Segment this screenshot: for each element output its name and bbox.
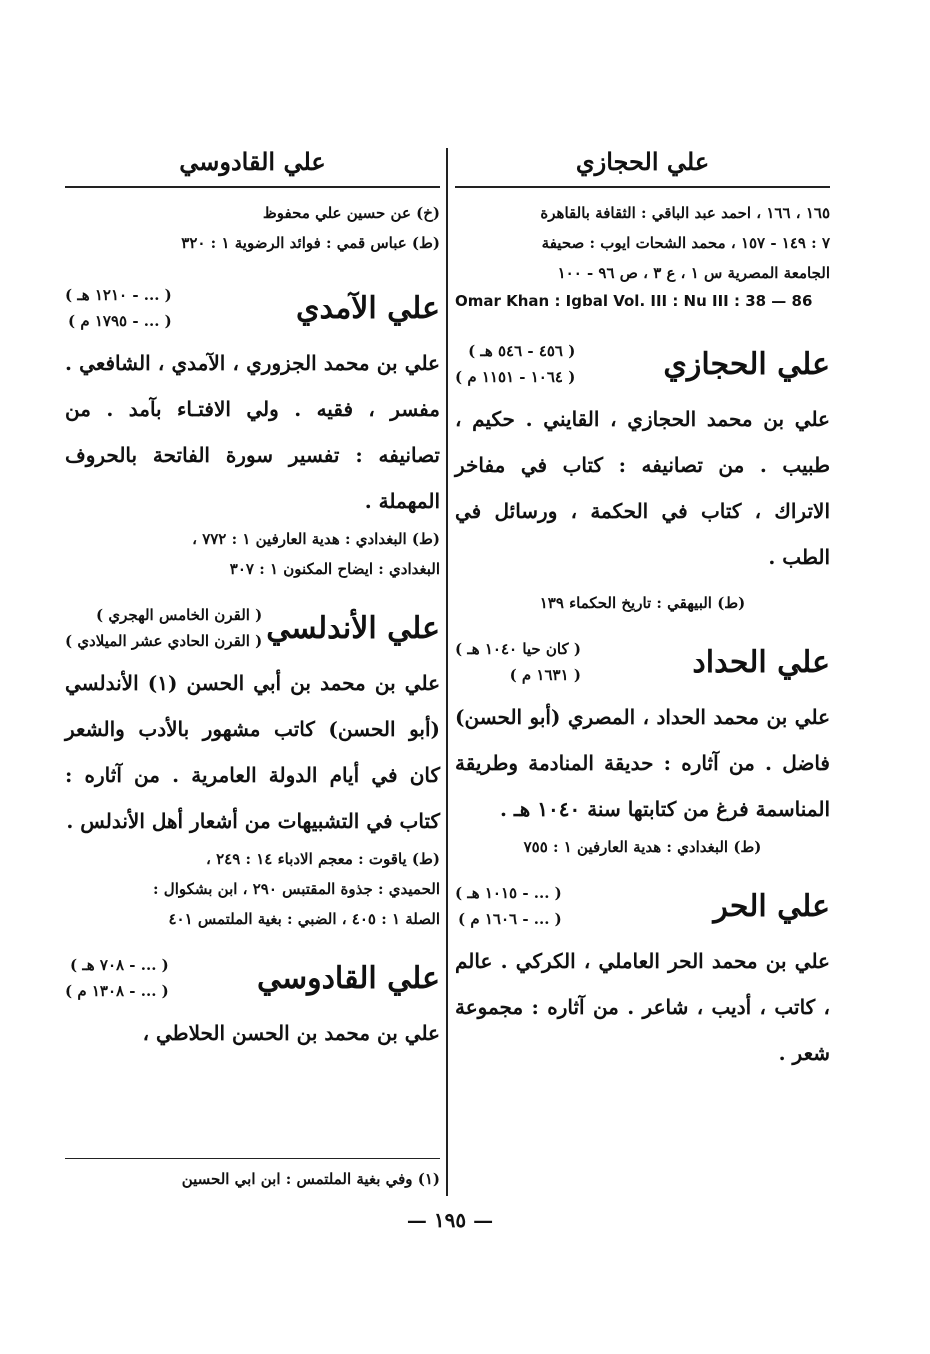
entry-heading bbox=[455, 880, 830, 932]
hijri-date: ( ٤٥٦ - ٥٤٦ هـ ) bbox=[468, 342, 576, 360]
entry-body: علي بن محمد الحجازي ، القايني . حكيم ، طبيب . من تصانيفه : كتاب في مفاخر الاتراك ، كتاب في الحكمة ، ورسائل في الطب . bbox=[455, 407, 830, 569]
reference-line: (ط) عباس قمي : فوائد الرضوية ١ : ٣٢٠ bbox=[181, 234, 440, 252]
hijri-date: ( ... - ١٢١٠ هـ ) bbox=[65, 286, 172, 304]
entry-heading bbox=[65, 282, 440, 334]
entry-dates bbox=[65, 952, 169, 1004]
reference-line: الصلة ١ : ٤٠٥ ، الضبي : بغية الملتمس ٤٠١ bbox=[168, 910, 440, 928]
reference-line: الحميدي : جذوة المقتبس ٢٩٠ ، ابن بشكوال : bbox=[153, 880, 440, 898]
footnote: (١) وفي بغية الملتمس : ابن ابي الحسين bbox=[181, 1170, 440, 1188]
reference-line: (ط) ياقوت : معجم الادباء ١٤ : ٢٤٩ ، bbox=[206, 850, 440, 868]
header-rule-right bbox=[455, 186, 830, 188]
entry-name: علي القادوسي bbox=[256, 960, 440, 996]
hijri-date: ( ... - ٧٠٨ هـ ) bbox=[70, 956, 169, 974]
header-rule-left bbox=[65, 186, 440, 188]
entry-body: علي بن محمد الحر العاملي ، الكركي . عالم ، كاتب ، أديب ، شاعر . من آثاره : مجموعة شعر . bbox=[455, 949, 830, 1065]
gregorian-date: ( ... - ١٦٠٦ م ) bbox=[458, 910, 562, 928]
entry-dates bbox=[65, 282, 172, 334]
entry-name: علي الحجازي bbox=[663, 346, 830, 382]
reference-line: البغدادي : ايضاح المكنون ١ : ٣٠٧ bbox=[229, 560, 440, 578]
page-number: — ١٩٥ — bbox=[406, 1208, 494, 1232]
hijri-date: ( القرن الخامس الهجري ) bbox=[96, 606, 263, 624]
entry-heading bbox=[65, 602, 440, 654]
entry-name: علي الأندلسي bbox=[266, 610, 440, 646]
hijri-date: ( ... - ١٠١٥ هـ ) bbox=[455, 884, 562, 902]
gregorian-date: ( ... - ١٣٠٨ م ) bbox=[65, 982, 169, 1000]
entry-name: علي الحر bbox=[713, 888, 830, 924]
reference-line: ١٦٥ ، ١٦٦ ، احمد عبد الباقي : الثقافة بالقاهرة bbox=[540, 204, 830, 222]
running-head-right: علي الحجازي bbox=[575, 147, 710, 176]
right-column bbox=[455, 140, 830, 1076]
column-divider bbox=[446, 148, 448, 1196]
reference-line: (ط) البغدادي : هدية العارفين ١ : ٧٥٥ bbox=[523, 838, 762, 856]
entry-body: علي بن محمد بن الحسن الحلاطي ، bbox=[142, 1021, 440, 1045]
entry-dates bbox=[455, 636, 581, 688]
entry-dates bbox=[455, 338, 575, 390]
entry-heading bbox=[455, 338, 830, 390]
left-column bbox=[65, 140, 440, 1056]
gregorian-date: ( ١٦٣١ م ) bbox=[509, 666, 581, 684]
entry-body: علي بن محمد بن أبي الحسن (١) الأندلسي (أبو الحسن) كاتب مشهور بالأدب والشعر كان في أيام الدولة العامرية . من آثاره : كتاب في التشبيهات من أشعار أهل الأندلس . bbox=[65, 671, 441, 833]
gregorian-date: ( ... - ١٧٩٥ م ) bbox=[68, 312, 172, 330]
entry-heading bbox=[455, 636, 830, 688]
entry-heading bbox=[65, 952, 440, 1004]
latin-reference: Omar Khan : Igbal Vol. III : Nu III : 38 — 86 bbox=[455, 292, 813, 310]
entry-body: علي بن محمد الجزوري ، الآمدي ، الشافعي . مفسر ، فقيه . ولي الافتـاء بآمد . من تصانيفه : تفسير سورة الفاتحة بالحروف المهملة . bbox=[65, 351, 440, 513]
entry-dates bbox=[65, 602, 262, 654]
reference-line: (ط) البغدادي : هدية العارفين ١ : ٧٧٢ ، bbox=[192, 530, 440, 548]
gregorian-date: ( ١٠٦٤ - ١١٥١ م ) bbox=[455, 368, 576, 386]
reference-line: (ط) البيهقي : تاريخ الحكماء ١٣٩ bbox=[539, 594, 746, 612]
entry-name: علي الحداد bbox=[692, 644, 830, 680]
entry-dates bbox=[455, 880, 562, 932]
reference-line: (خ) عن حسين علي محفوظ bbox=[262, 204, 440, 222]
footnote-rule bbox=[65, 1158, 440, 1159]
entry-body: علي بن محمد الحداد ، المصري (أبو الحسن) فاضل . من آثاره : حديقة المنادمة وطريقة المناسمة فرغ من كتابتها سنة ١٠٤٠ هـ . bbox=[455, 705, 830, 821]
reference-line: ٧ : ١٤٩ - ١٥٧ ، محمد الشحات ايوب : صحيفة bbox=[541, 234, 830, 252]
running-head-left: علي القادوسي bbox=[179, 147, 326, 176]
hijri-date: ( كان حيا ١٠٤٠ هـ ) bbox=[455, 640, 581, 658]
gregorian-date: ( القرن الحادي عشر الميلادي ) bbox=[65, 632, 263, 650]
reference-line: الجامعة المصرية س ١ ، ع ٣ ، ص ٩٦ - ١٠٠ bbox=[557, 264, 830, 282]
entry-name: علي الآمدي bbox=[295, 290, 440, 326]
